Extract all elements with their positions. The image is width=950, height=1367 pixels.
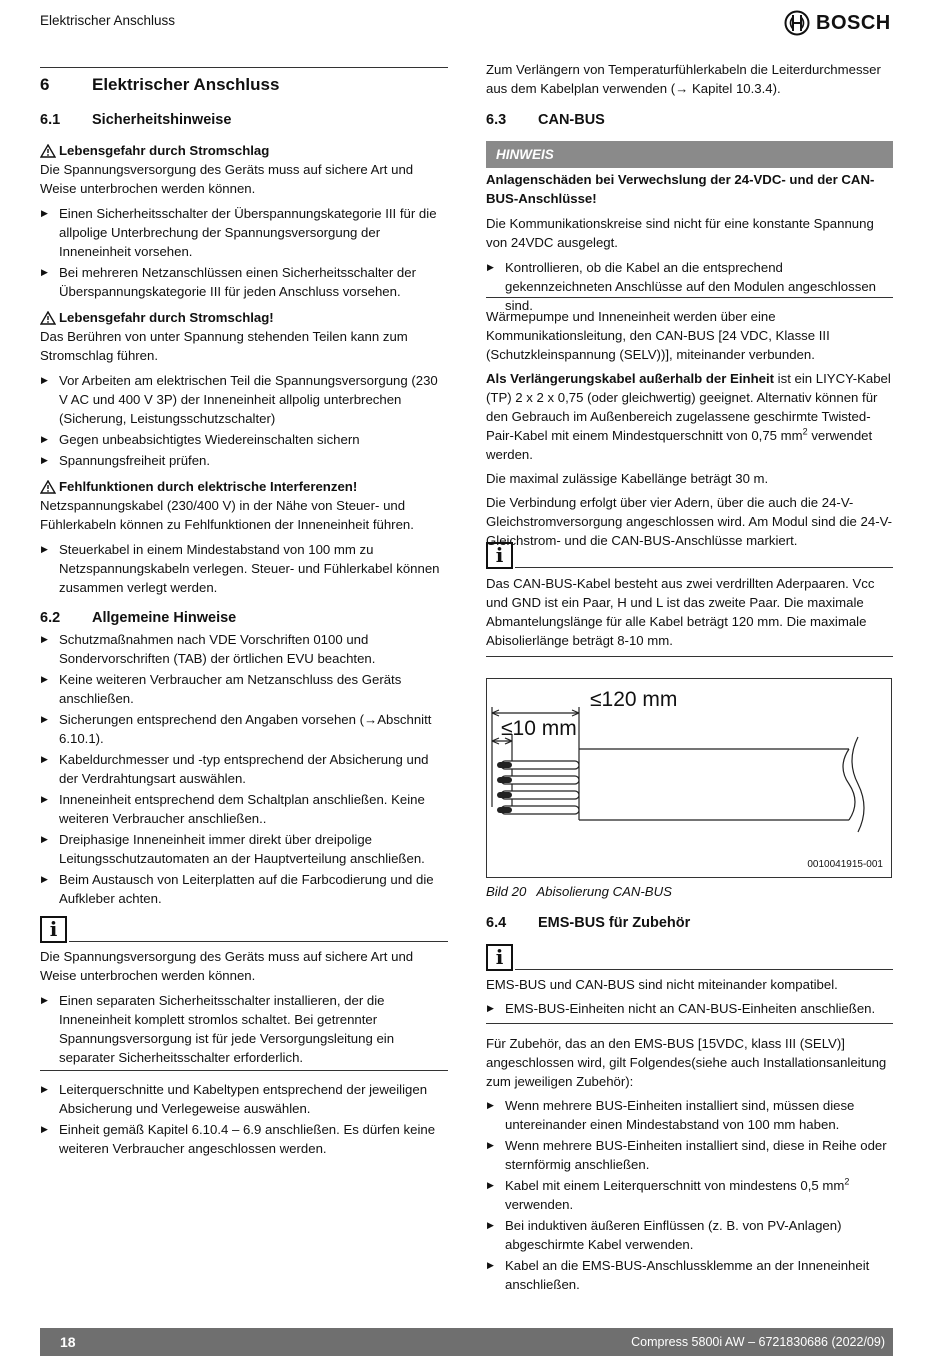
notice-banner: HINWEIS [486,141,893,168]
warning-title: Lebensgefahr durch Stromschlag [40,141,448,160]
list-item: ▶ Wenn mehrere BUS-Einheiten installiert sind, müssen diese untereinander einen Mindestabstand von 100 mm haben. [486,1096,893,1134]
list-item: ▶ Inneneinheit entsprechend dem Schaltplan anschließen. Keine weiteren Verbraucher anschließen.. [40,790,448,828]
cable-stripping-diagram [487,679,891,877]
section-6-1-heading: 6.1 Sicherheitshinweise [40,112,232,128]
section-6-heading: 6 Elektrischer Anschluss [40,75,280,94]
warning-text: Die Spannungsversorgung des Geräts muss auf sichere Art und Weise unterbrochen werden können. [40,162,414,196]
info-end-rule [486,656,893,657]
page-footer [40,1328,893,1356]
warning-block-2 [40,308,448,470]
list-item: ▶ Einheit gemäß Kapitel 6.10.4 – 6.9 anschließen. Es dürfen keine weiteren Verbraucher angeschlossen werden. [40,1120,448,1158]
paragraph: Die maximal zulässige Kabellänge beträgt 30 m. [486,471,769,486]
info-icon: i [486,944,513,971]
page-number: 18 [60,1334,76,1350]
info-block-1 [40,947,448,1067]
info-rule [69,941,448,942]
warning-triangle-icon [40,480,56,494]
warning-title: Fehlfunktionen durch elektrische Interferenzen! [40,477,448,496]
info-text: Die Spannungsversorgung des Geräts muss auf sichere Art und Weise unterbrochen werden können. [40,949,414,983]
warning-triangle-icon [40,311,56,325]
info-end-rule [486,1023,893,1024]
figure-caption: Bild 20 Abisolierung CAN-BUS [486,884,672,899]
notice-end-rule [486,297,893,298]
strip-length-label: ≤120 mm [590,688,678,711]
list-item: ▶ Wenn mehrere BUS-Einheiten installiert sind, diese in Reihe oder sternförmig anschließen. [486,1136,893,1174]
warning-bullets [40,540,448,597]
info-icon: i [40,916,67,943]
info-rule [515,969,893,970]
general-bullets [40,630,448,908]
list-item: ▶ Spannungsfreiheit prüfen. [40,451,448,470]
ems-bullets [486,1096,893,1294]
list-item: ▶ Keine weiteren Verbraucher am Netzanschluss des Geräts anschließen. [40,670,448,708]
paragraph: Für Zubehör, das an den EMS-BUS [15VDC, klass III (SELV)] angeschlossen wird, gilt Folgendes(siehe auch Installationsanleitung zum jeweiligen Zubehör): [486,1036,887,1089]
section-6-4-heading: 6.4 EMS-BUS für Zubehör [486,915,691,931]
list-item: ▶ Bei mehreren Netzanschlüssen einen Sicherheitsschalter der Überspannungskategorie III für jeden Anschluss vorsehen. [40,263,448,301]
warning-bullets [40,371,448,470]
bare-length-label: ≤10 mm [501,717,577,740]
warning-text: Netzspannungskabel (230/400 V) in der Nähe von Steuer- und Fühlerkabeln können zu Fehlfunktionen der Inneneinheit führen. [40,498,414,532]
bosch-armature-icon [784,10,810,36]
final-bullets [40,1080,448,1158]
paragraph: Wärmepumpe und Inneneinheit werden über eine Kommunikationsleitung, den CAN-BUS [24 VDC, Klasse III (Schutzkleinspannung (SELV))], miteinander verbunden. [486,309,830,362]
list-item: ▶ Vor Arbeiten am elektrischen Teil die Spannungsversorgung (230 V AC und 400 V 3P) der Inneneinheit allpolig unterbrechen (Sicherung, Leistungsschutzschalter) [40,371,448,428]
warning-bullets [40,204,448,301]
intro-text: Zum Verlängern von Temperaturfühlerkabeln die Leiterdurchmesser aus dem Kabelplan verwenden (→ Kapitel 10.3.4). [486,62,881,96]
list-item: ▶ Kontrollieren, ob die Kabel an die entsprechend gekennzeichneten Anschlüsse auf den Modulen angeschlossen sind. [486,258,893,315]
logo-text: BOSCH [816,11,891,34]
figure-code: 0010041915-001 [807,859,883,870]
document-id: Compress 5800i AW – 6721830686 (2022/09) [631,1335,885,1349]
info-end-rule [40,1070,448,1071]
section-6-3-heading: 6.3 CAN-BUS [486,112,605,128]
warning-triangle-icon [40,144,56,158]
info-bullets [486,999,893,1018]
list-item: ▶ Sicherungen entsprechend den Angaben vorsehen (→Abschnitt 6.10.1). [40,710,448,748]
list-item: ▶ Steuerkabel in einem Mindestabstand von 100 mm zu Netzspannungskabeln verlegen. Steuer- und Fühlerkabel können zusammen verlegt werden. [40,540,448,597]
warning-block-1 [40,141,448,301]
info-text: Das CAN-BUS-Kabel besteht aus zwei verdrillten Aderpaaren. Vcc und GND ist ein Paar, H und L ist das zweite Paar. Die maximale Abmantelungslänge für alle Kabel beträgt 120 mm. Die maximale Abisolierlänge beträgt 8-10 mm. [486,576,875,648]
bosch-logo [784,9,891,37]
info-block-3 [486,975,893,1018]
notice-block [486,170,893,315]
list-item: ▶ Kabel mit einem Leiterquerschnitt von mindestens 0,5 $mm^2$ verwenden. [486,1176,893,1214]
list-item: ▶ Dreiphasige Inneneinheit immer direkt über dreipolige Leitungsschutzautomaten an der Hauptverteilung anschließen. [40,830,448,868]
list-item: ▶ Kabeldurchmesser und -typ entsprechend der Absicherung und der Verdrahtungsart auswählen. [40,750,448,788]
section-6-2-heading: 6.2 Allgemeine Hinweise [40,610,237,626]
list-item: ▶ Kabel an die EMS-BUS-Anschlussklemme an der Inneneinheit anschließen. [486,1256,893,1294]
info-rule [515,567,893,568]
info-icon: i [486,542,513,569]
info-text: EMS-BUS und CAN-BUS sind nicht miteinander kompatibel. [486,977,838,992]
warning-text: Das Berühren von unter Spannung stehenden Teilen kann zum Stromschlag führen. [40,329,408,363]
warning-block-3 [40,477,448,597]
warning-title: Lebensgefahr durch Stromschlag! [40,308,448,327]
list-item: ▶ Beim Austausch von Leiterplatten auf die Farbcodierung und die Aufkleber achten. [40,870,448,908]
notice-title: Anlagenschäden bei Verwechslung der 24-VDC- und der CAN-BUS-Anschlüsse! [486,172,875,206]
section-rule [40,67,448,68]
list-item: ▶ Bei induktiven äußeren Einflüssen (z. B. von PV-Anlagen) abgeschirmte Kabel verwenden. [486,1216,893,1254]
list-item: ▶ Einen Sicherheitsschalter der Überspannungskategorie III für die allpolige Unterbrechung der Spannungsversorgung der Inneneinheit vorsehen. [40,204,448,261]
can-bus-text [486,307,893,550]
info-bullets [40,991,448,1067]
cable-figure [486,678,892,878]
list-item: ▶ EMS-BUS-Einheiten nicht an CAN-BUS-Einheiten anschließen. [486,999,893,1018]
paragraph: Die Verbindung erfolgt über vier Adern, über die auch die 24-V-Gleichstromversorgung angeschlossen wird. Am Modul sind die 24-V-Gleichstrom- und die CAN-BUS-Anschlüsse markiert. [486,495,893,548]
list-item: ▶ Schutzmaßnahmen nach VDE Vorschriften 0100 und Sondervorschriften (TAB) der örtlichen EVU beachten. [40,630,448,668]
header-title: Elektrischer Anschluss [40,13,176,28]
paragraph: Als Verlängerungskabel außerhalb der Einheit ist ein LIYCY-Kabel (TP) 2 x 2 x 0,75 (oder gleichwertig) geeignet. Alternativ können für den Gebrauch im Außenbereich zugelassene geschirmte Twisted-Pair-Kabel mit einem Mindestquerschnitt von 0,75 $mm^2$ verwendet werden. [486,371,891,462]
list-item: ▶ Einen separaten Sicherheitsschalter installieren, der die Inneneinheit komplett stromlos schaltet. Bei getrennter Spannungsversorgung ist für jede Versorgungsleitung ein separater Sicherheitsschalter erforderlich. [40,991,448,1067]
list-item: ▶ Leiterquerschnitte und Kabeltypen entsprechend der jeweiligen Absicherung und Verlegeweise auswählen. [40,1080,448,1118]
list-item: ▶ Gegen unbeabsichtigtes Wiedereinschalten sichern [40,430,448,449]
notice-text: Die Kommunikationskreise sind nicht für eine konstante Spannung von 24VDC ausgelegt. [486,216,874,250]
